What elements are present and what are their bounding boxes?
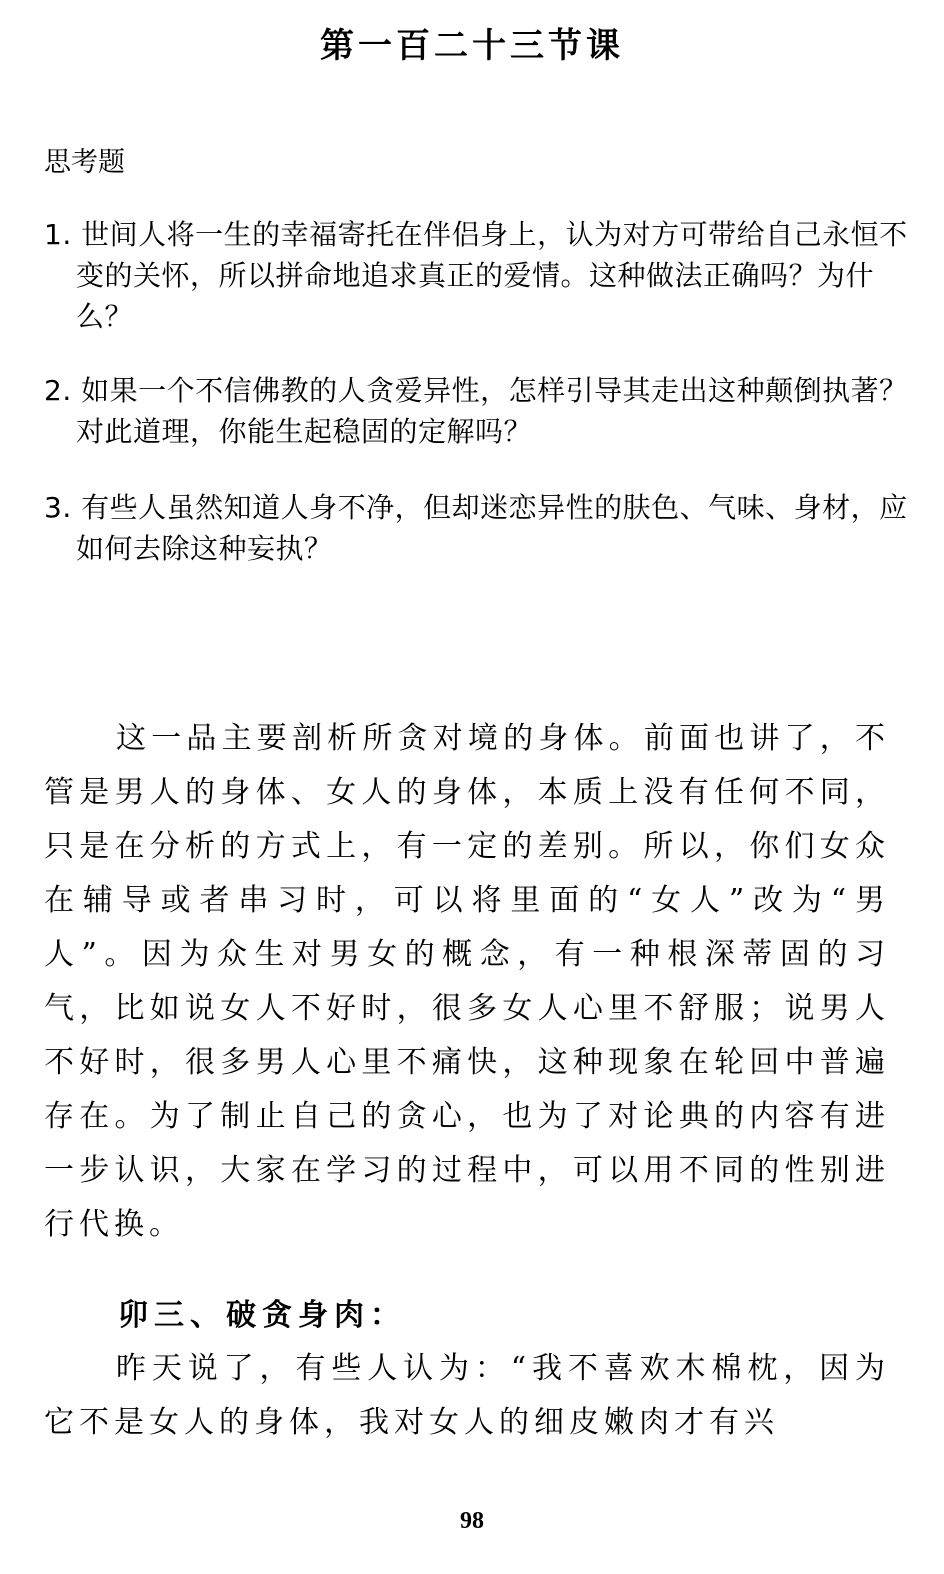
question-3: 3. 有些人虽然知道人身不净，但却迷恋异性的肤色、气味、身材，应如何去除这种妄执？ <box>44 491 908 565</box>
body-paragraph-2: 昨天说了，有些人认为：“我不喜欢木棉枕，因为它不是女人的身体，我对女人的细皮嫩肉才有兴 <box>44 1351 890 1440</box>
body-paragraph-1: 这一品主要剖析所贪对境的身体。前面也讲了，不管是男人的身体、女人的身体，本质上没有任何不同，只是在分析的方式上，有一定的差别。所以，你们女众在辅导或者串习时，可以将里面的“女人”改为“男人”。因为众生对男女的概念，有一种根深蒂固的习气，比如说女人不好时，很多女人心里不舒服；说男人不好时，很多男人心里不痛快，这种现象在轮回中普遍存在。为了制止自己的贪心，也为了对论典的内容有进一步认识，大家在学习的过程中，可以用不同的性别进行代换。 <box>44 721 890 1242</box>
questions-heading: 思考题 <box>44 147 125 178</box>
question-1: 1. 世间人将一生的幸福寄托在伴侣身上，认为对方可带给自己永恒不变的关怀，所以拼命地追求真正的爱情。这种做法正确吗？为什么？ <box>44 218 908 333</box>
question-2: 2. 如果一个不信佛教的人贪爱异性，怎样引导其走出这种颠倒执著？对此道理，你能生起稳固的定解吗？ <box>44 374 908 448</box>
section-heading: 卯三、破贪身肉： <box>118 1298 406 1333</box>
lesson-title: 第一百二十三节课 <box>320 26 624 66</box>
page-number: 98 <box>460 1508 484 1534</box>
